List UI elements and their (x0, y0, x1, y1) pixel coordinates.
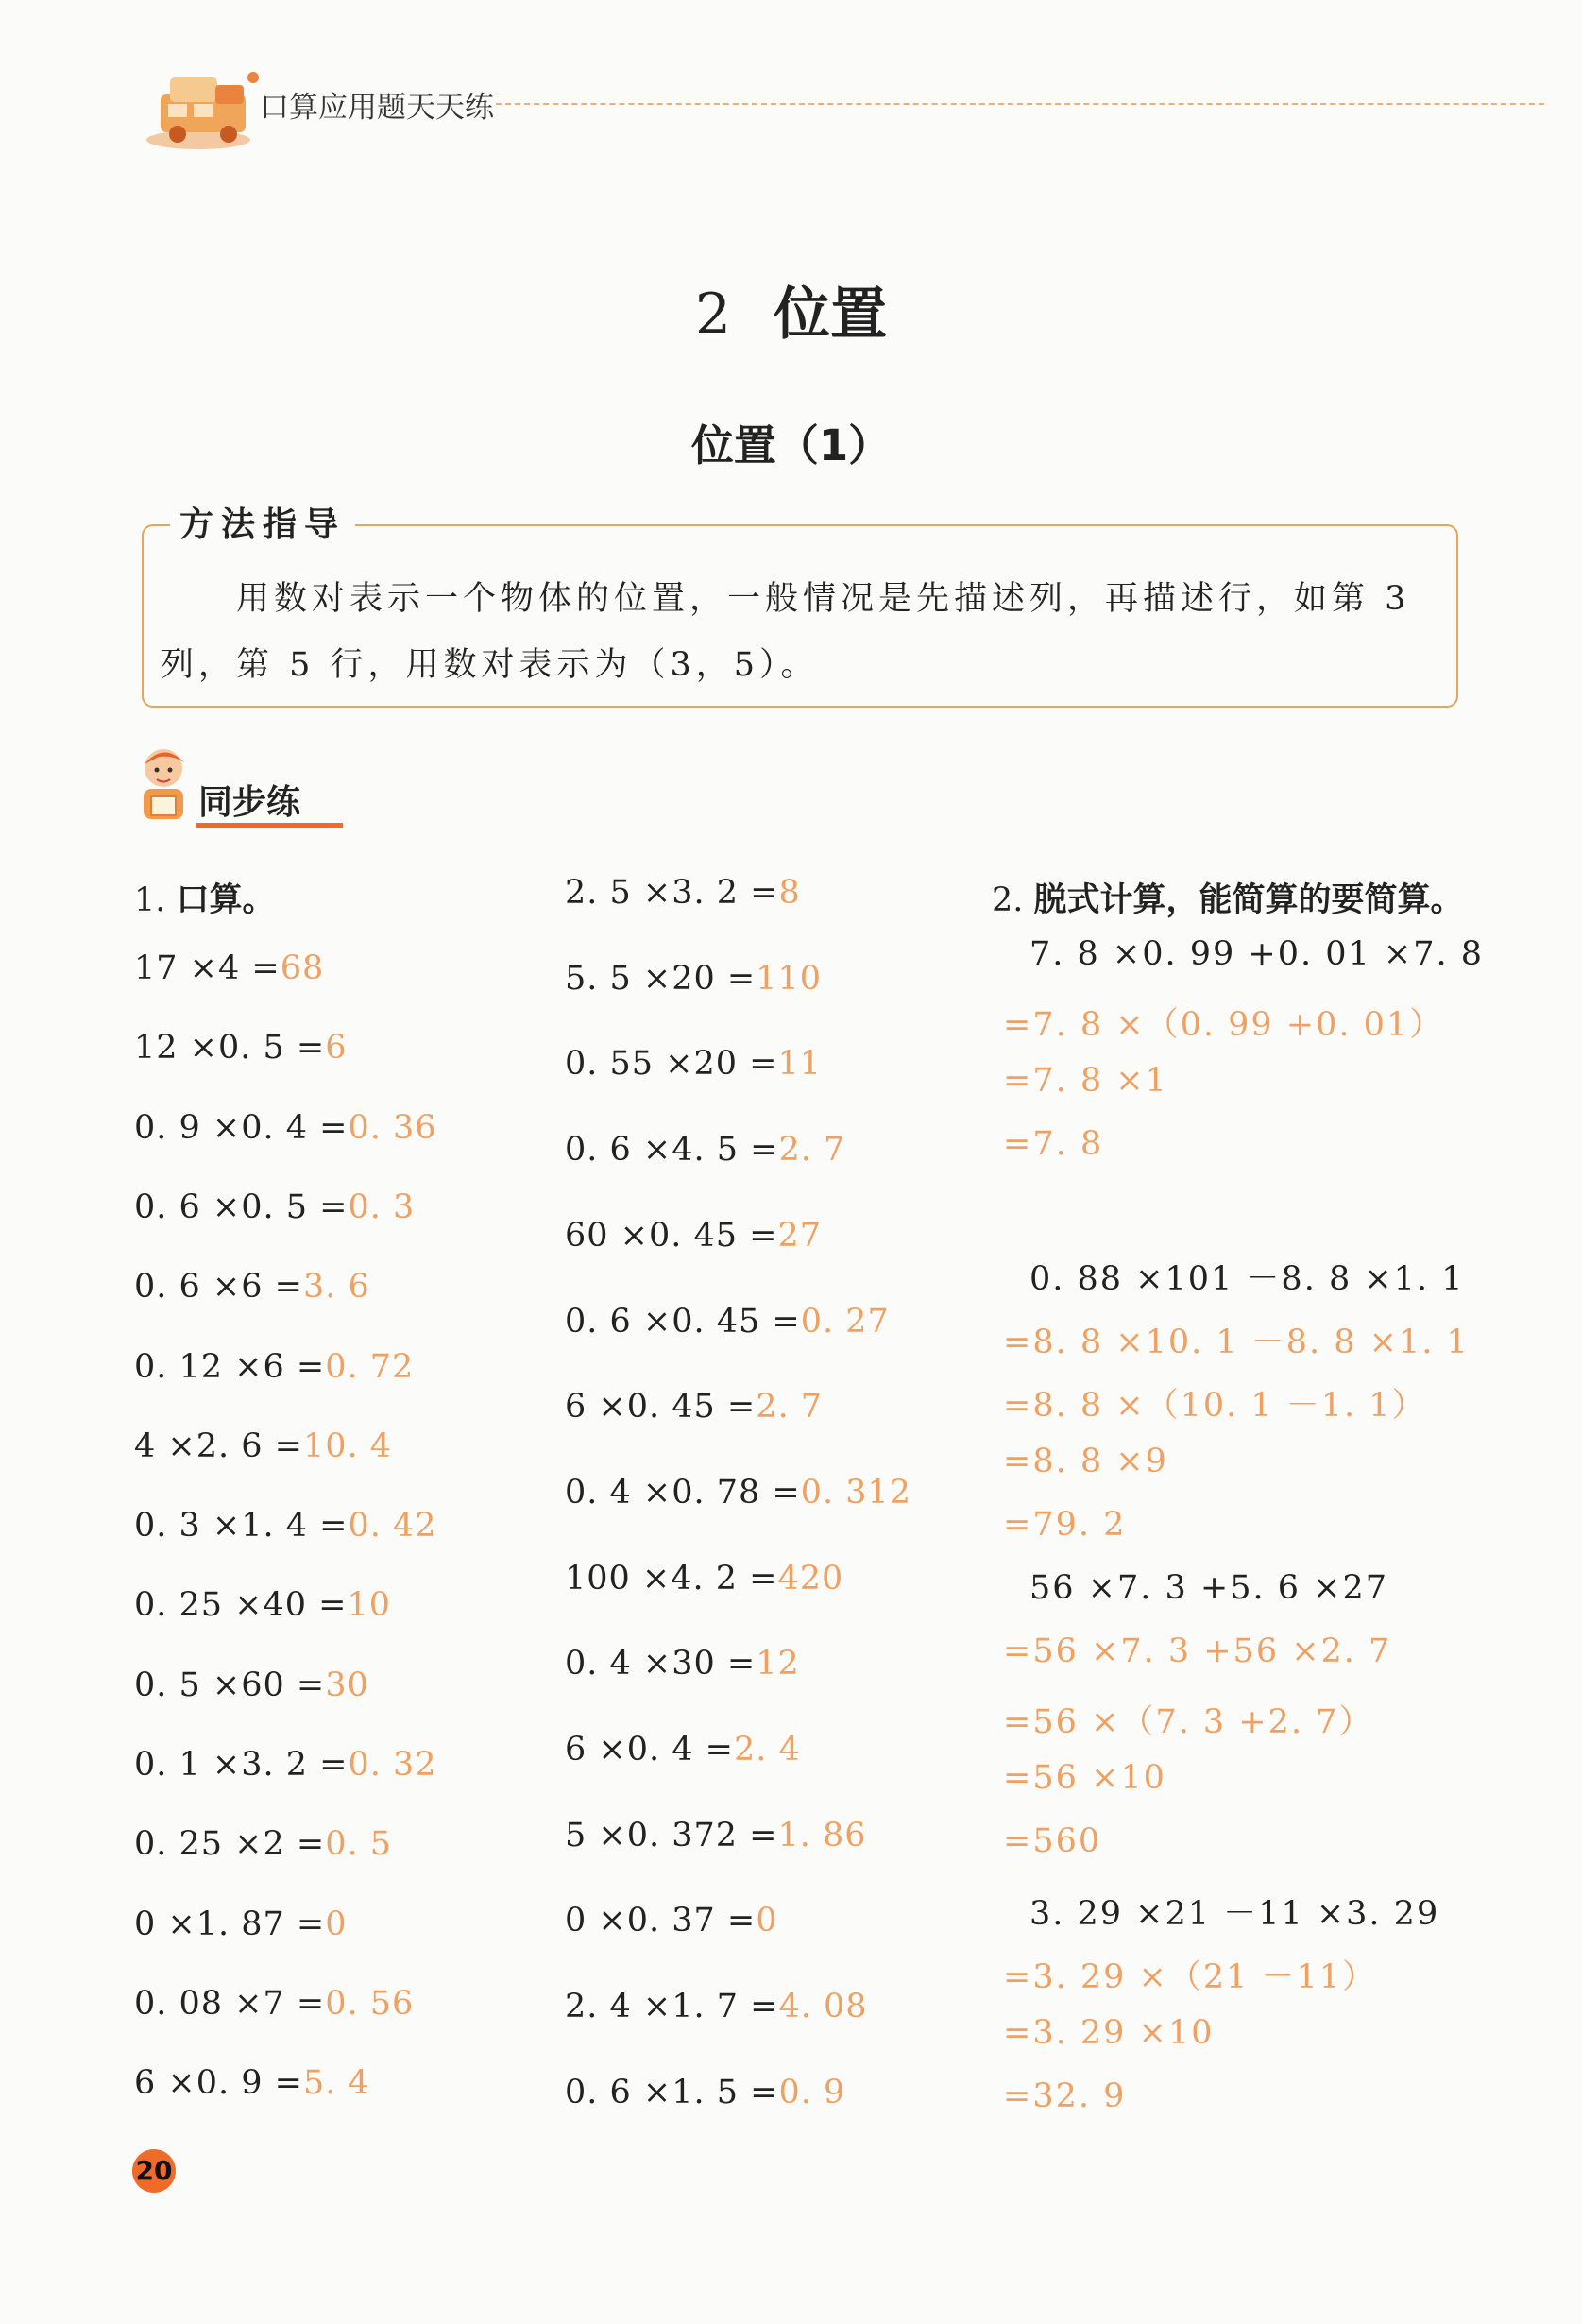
method-guide-label: 方法指导 (170, 498, 355, 546)
calc-problem-expression: 56 ×7. 3 +5. 6 ×27 (1029, 1569, 1389, 1607)
exercise-row (565, 1474, 911, 1512)
exercise-answer: 10 (347, 1586, 392, 1625)
exercise-answer: 30 (325, 1666, 369, 1704)
practice-underline (196, 823, 343, 828)
calc-step: =8. 8 ×9 (1003, 1443, 1168, 1480)
exercise-answer: 2. 7 (756, 1388, 824, 1427)
exercise-row (134, 1427, 392, 1465)
exercise-row (134, 949, 324, 987)
exercise-answer: 5. 4 (302, 2064, 370, 2103)
exercise-expression: 60 ×0. 45 = (565, 1216, 778, 1255)
exercise-row (134, 1746, 437, 1784)
exercise-row (134, 1188, 415, 1226)
exercise-row (565, 1131, 845, 1169)
exercise-row (565, 1988, 868, 2025)
exercise-expression: 0. 6 ×1. 5 = (565, 2073, 779, 2111)
exercise-answer: 10. 4 (302, 1427, 393, 1465)
exercise-expression: 0 ×1. 87 = (134, 1905, 326, 1943)
exercise-answer: 12 (756, 1645, 800, 1683)
exercise-answer: 0. 32 (348, 1746, 437, 1784)
exercise-row (565, 1902, 778, 1940)
practice-header (130, 742, 338, 831)
exercise-row (565, 1045, 822, 1083)
calc-step: =8. 8 ×10. 1 －8. 8 ×1. 1 (1003, 1324, 1470, 1361)
exercise-row (134, 1905, 348, 1943)
exercise-answer: 0 (756, 1902, 778, 1940)
exercise-expression: 0. 25 ×2 = (134, 1825, 326, 1864)
exercise-expression: 17 ×4 = (134, 949, 281, 987)
header-title: 口算应用题天天练 (260, 91, 494, 125)
question-2-title (992, 874, 1464, 921)
exercise-expression: 5. 5 ×20 = (565, 959, 757, 998)
chapter-number: 2 (694, 282, 732, 348)
page-number: 20 (132, 2149, 176, 2193)
exercise-answer: 420 (777, 1559, 844, 1598)
exercise-row (565, 1560, 843, 1598)
exercise-row (134, 1825, 392, 1863)
exercise-answer: 0. 9 (778, 2073, 846, 2111)
exercise-expression: 0. 12 ×6 = (134, 1347, 326, 1386)
chapter-name: 位置 (774, 282, 888, 348)
exercise-answer: 0. 72 (325, 1347, 415, 1386)
calc-step: =3. 29 ×（21 －11） (1003, 1958, 1378, 1996)
calc-step: =56 ×（7. 3 +2. 7） (1003, 1703, 1374, 1741)
exercise-expression: 12 ×0. 5 = (134, 1029, 326, 1068)
exercise-expression: 0. 6 ×0. 5 = (134, 1188, 349, 1226)
question-1-text: 口算。 (176, 881, 276, 919)
exercise-row (565, 1731, 801, 1769)
calc-step: =7. 8 (1003, 1125, 1104, 1163)
exercise-answer: 2. 4 (733, 1731, 801, 1769)
section-title: 位置（1） (690, 420, 892, 470)
exercise-expression: 0. 1 ×3. 2 = (134, 1746, 349, 1784)
exercise-expression: 0. 08 ×7 = (134, 1984, 326, 2023)
question-1-number: 1. (134, 881, 166, 919)
calc-step: =7. 8 ×（0. 99 +0. 01） (1003, 1006, 1445, 1044)
exercise-row (565, 1388, 823, 1426)
calc-step: =56 ×10 (1003, 1759, 1166, 1797)
method-guide-box (142, 505, 1458, 708)
calc-step: =56 ×7. 3 +56 ×2. 7 (1003, 1632, 1392, 1670)
calc-step: =7. 8 ×1 (1003, 1062, 1168, 1100)
exercise-answer: 68 (280, 949, 325, 987)
practice-label: 同步练 (198, 783, 301, 822)
exercise-row (134, 1507, 437, 1545)
exercise-row (565, 874, 801, 912)
exercise-expression: 4 ×2. 6 = (134, 1427, 303, 1465)
exercise-expression: 2. 4 ×1. 7 = (565, 1988, 779, 2026)
exercise-row (565, 2074, 845, 2111)
exercise-answer: 0. 42 (348, 1507, 437, 1546)
exercise-expression: 2. 5 ×3. 2 = (565, 874, 779, 912)
calc-step: =3. 29 ×10 (1003, 2014, 1215, 2052)
exercise-answer: 8 (778, 874, 801, 912)
exercise-answer: 27 (777, 1216, 823, 1255)
exercise-answer: 11 (777, 1045, 823, 1084)
exercise-expression: 0. 6 ×0. 45 = (565, 1302, 801, 1341)
header-divider (496, 103, 1544, 105)
exercise-row (134, 1586, 391, 1624)
kid-reading-icon (130, 742, 196, 827)
exercise-expression: 0. 4 ×0. 78 = (565, 1473, 801, 1512)
exercise-expression: 0. 55 ×20 = (565, 1045, 778, 1084)
exercise-expression: 0. 9 ×0. 4 = (134, 1108, 349, 1147)
calc-step: =8. 8 ×（10. 1 －1. 1） (1003, 1387, 1427, 1425)
toy-truck-icon (142, 57, 269, 156)
exercise-answer: 3. 6 (302, 1268, 370, 1307)
question-1-title (134, 874, 276, 921)
exercise-answer: 110 (756, 959, 823, 998)
exercise-answer: 4. 08 (778, 1988, 868, 2026)
calc-problem-expression: 0. 88 ×101 －8. 8 ×1. 1 (1029, 1260, 1465, 1298)
calc-problem-expression: 3. 29 ×21 －11 ×3. 29 (1029, 1895, 1440, 1933)
exercise-row (134, 2064, 370, 2102)
question-2-number: 2. (992, 881, 1024, 919)
question-2-text: 脱式计算，能简算的要简算。 (1033, 881, 1464, 919)
exercise-row (134, 1109, 437, 1147)
exercise-expression: 0. 4 ×30 = (565, 1645, 757, 1683)
exercise-expression: 0 ×0. 37 = (565, 1902, 757, 1940)
exercise-answer: 0. 5 (325, 1825, 393, 1864)
exercise-answer: 2. 7 (778, 1131, 846, 1170)
exercise-answer: 6 (325, 1029, 348, 1068)
page-header (132, 57, 1539, 161)
exercise-expression: 0. 25 ×40 = (134, 1586, 348, 1625)
exercise-answer: 1. 86 (777, 1816, 867, 1854)
exercise-row (134, 1348, 414, 1386)
chapter-title (0, 269, 1582, 350)
exercise-expression: 6 ×0. 4 = (565, 1731, 734, 1769)
exercise-expression: 0. 3 ×1. 4 = (134, 1507, 349, 1546)
exercise-expression: 0. 6 ×6 = (134, 1268, 303, 1307)
exercise-row (565, 960, 822, 998)
calc-step: =79. 2 (1003, 1506, 1127, 1544)
exercise-expression: 100 ×4. 2 = (565, 1559, 778, 1598)
exercise-expression: 5 ×0. 372 = (565, 1816, 778, 1854)
exercise-answer: 0 (325, 1905, 348, 1943)
exercise-expression: 6 ×0. 9 = (134, 2064, 303, 2103)
calc-step: =32. 9 (1003, 2077, 1127, 2115)
exercise-row (134, 1268, 370, 1306)
exercise-row (134, 1985, 414, 2023)
exercise-row (565, 1303, 890, 1341)
exercise-expression: 0. 5 ×60 = (134, 1666, 326, 1704)
exercise-answer: 0. 56 (325, 1984, 415, 2023)
exercise-row (565, 1645, 800, 1683)
exercise-row (565, 1217, 822, 1255)
exercise-answer: 0. 27 (800, 1302, 890, 1341)
exercise-answer: 0. 312 (800, 1473, 912, 1512)
exercise-row (565, 1817, 867, 1854)
exercise-row (134, 1666, 369, 1704)
calc-step: =560 (1003, 1822, 1102, 1860)
exercise-answer: 0. 36 (348, 1108, 437, 1147)
calc-problem-expression: 7. 8 ×0. 99 +0. 01 ×7. 8 (1029, 935, 1485, 973)
method-guide-text: 用数对表示一个物体的位置，一般情况是先描述列，再描述行，如第 3 列，第 5 行，用数对表示为（3，5）。 (161, 580, 1411, 684)
exercise-row (134, 1029, 348, 1067)
exercise-answer: 0. 3 (348, 1188, 416, 1226)
exercise-expression: 0. 6 ×4. 5 = (565, 1131, 779, 1170)
exercise-expression: 6 ×0. 45 = (565, 1388, 757, 1427)
